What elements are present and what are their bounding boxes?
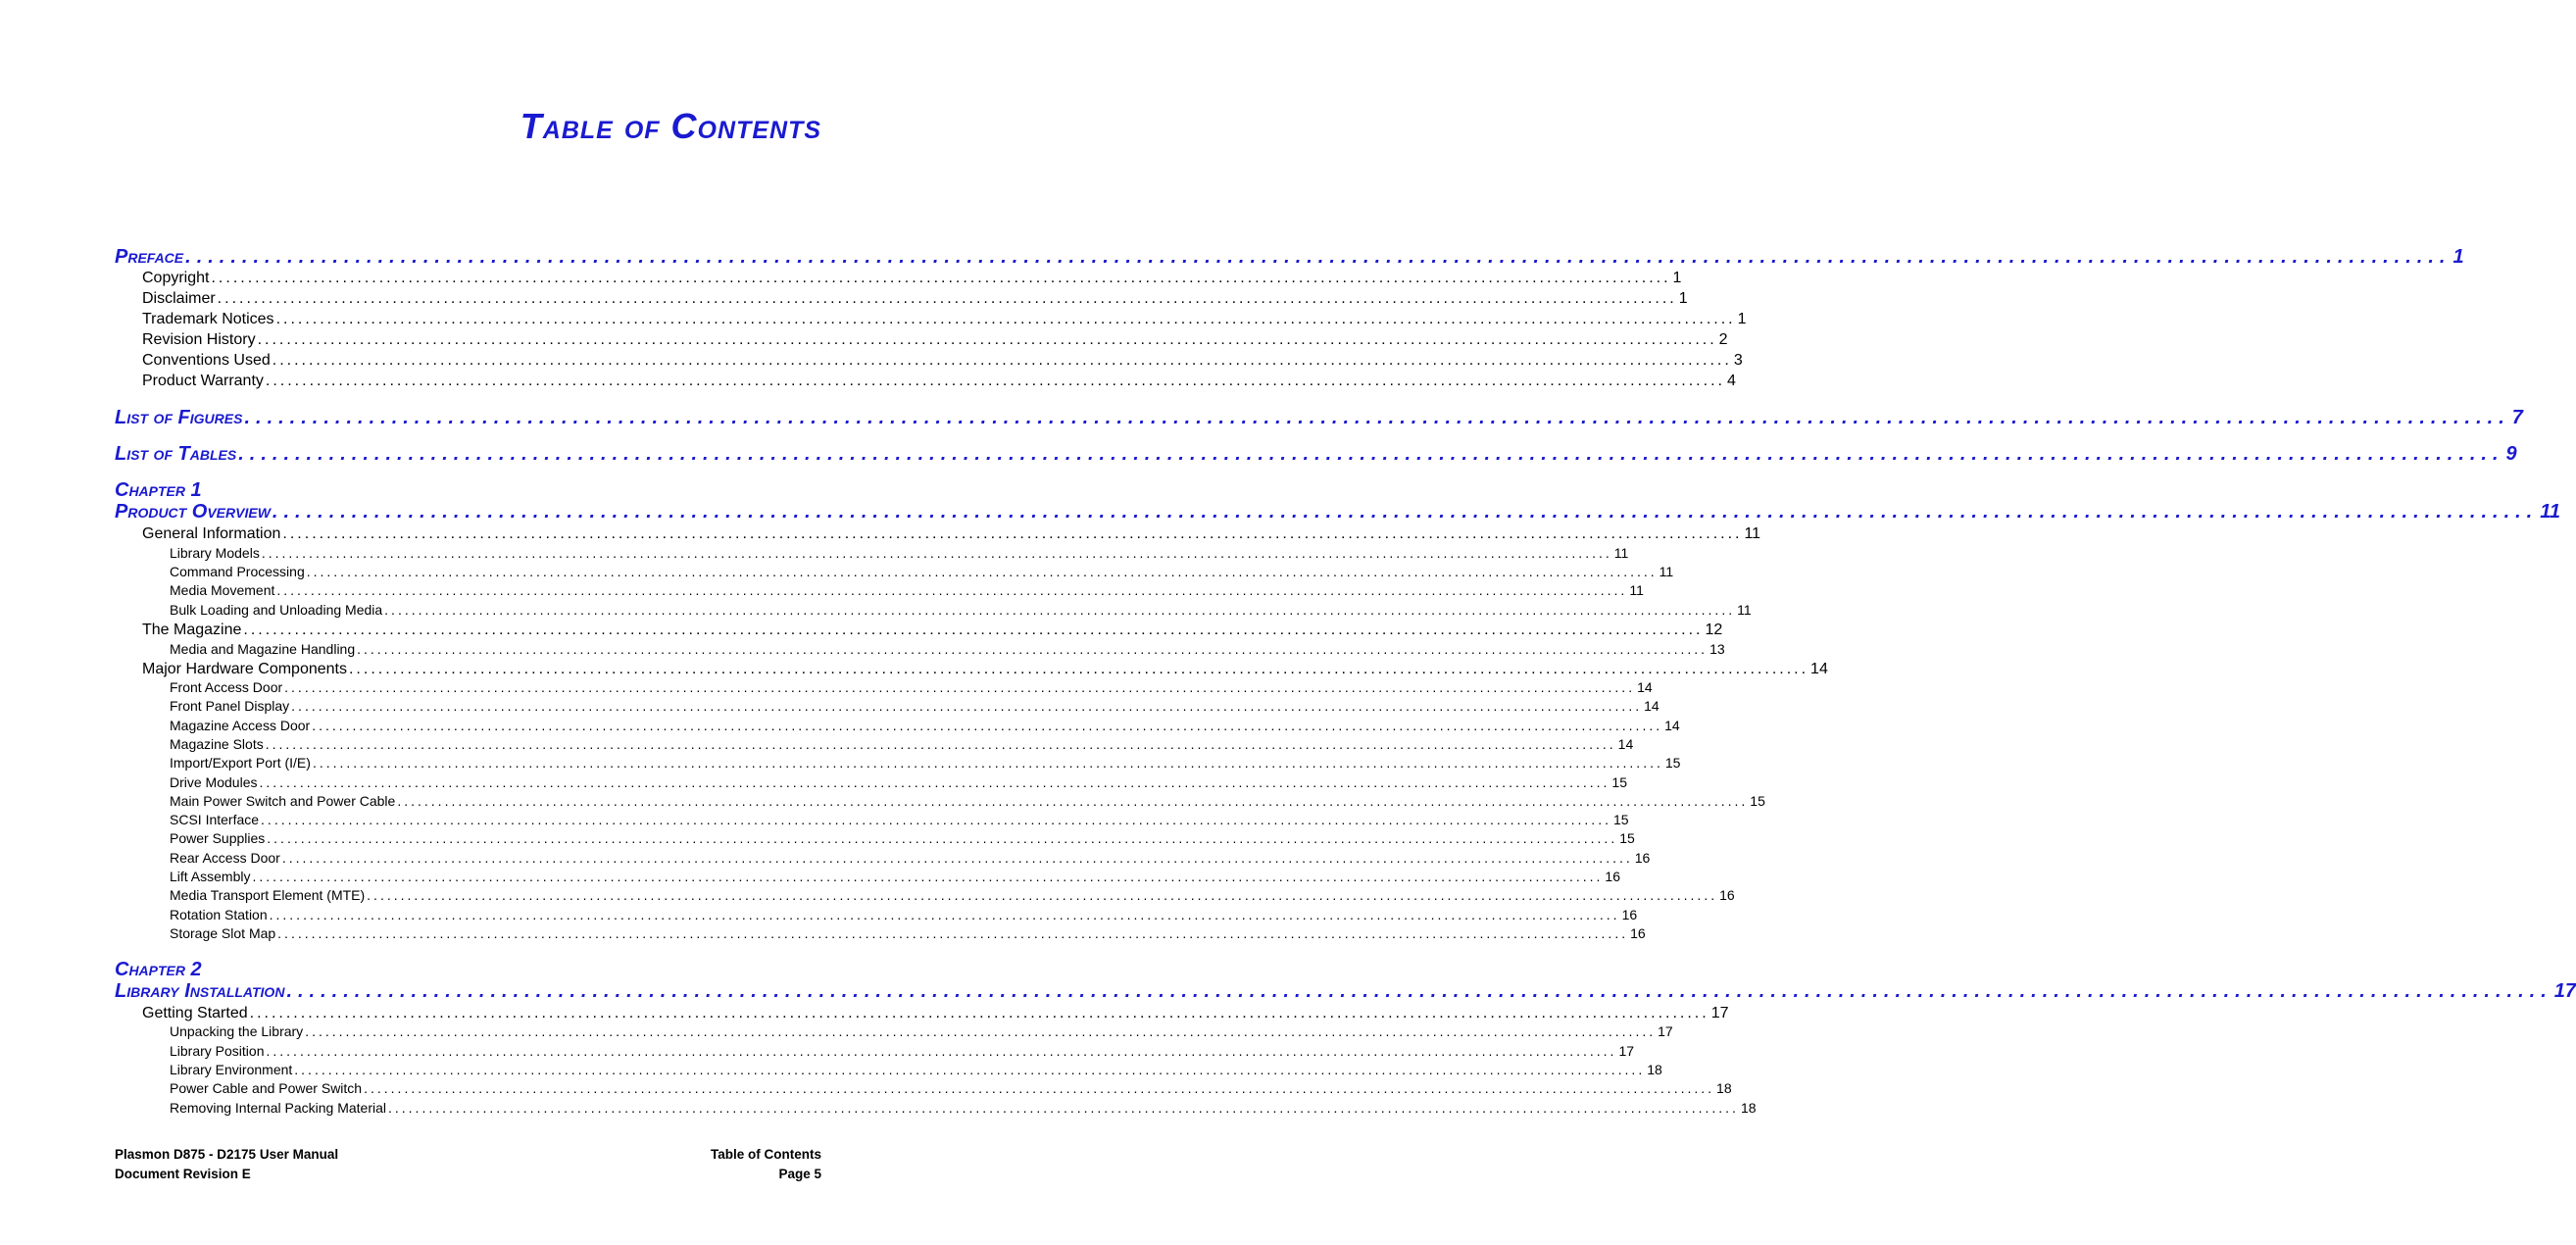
toc-entry-page: 16 <box>1719 887 1735 903</box>
footer-left <box>115 1145 338 1183</box>
toc-entry[interactable] <box>170 849 1651 868</box>
toc-entry-title: Getting Started <box>142 1005 248 1021</box>
toc-entry-page: 4 <box>1726 373 1736 389</box>
toc-entry-title: Magazine Slots <box>170 736 264 752</box>
toc-entry-title: Rotation Station <box>170 907 268 922</box>
toc-entry-title: Command Processing <box>170 564 305 579</box>
toc-entry[interactable] <box>142 523 1761 544</box>
toc-dot-leader: ........................................................................................................................................................................................................ <box>384 602 1736 618</box>
toc-entry-title: The Magazine <box>142 622 242 638</box>
toc-dot-leader: ........................................................................................................................................................................................................ <box>266 1043 1617 1059</box>
toc-entry[interactable] <box>170 906 1638 924</box>
toc-dot-leader: ........................................................................................................................................................................................................ <box>364 1080 1715 1096</box>
toc-dot-leader: ........................................................................................................................................................................................................ <box>312 755 1663 771</box>
toc-entry-title: Magazine Access Door <box>170 718 311 733</box>
footer-page-number: Page 5 <box>778 1166 821 1181</box>
toc-dot-leader: ........................................................................................................................................................................................................ <box>305 1023 1657 1039</box>
toc-entry-title: Revision History <box>142 331 256 348</box>
toc-dot-leader: ........................................................................................................................................................................................................ <box>397 793 1749 809</box>
toc-entry-title: Main Power Switch and Power Cable <box>170 793 396 809</box>
toc-dot-leader: ........................................................................................................................................................................................................ <box>294 1062 1646 1077</box>
toc-dot-leader: ........................................................................................................................................................................................................ <box>272 501 2539 523</box>
toc-entry-page: 16 <box>1605 869 1620 884</box>
toc-entry-page: 17 <box>1658 1023 1673 1039</box>
toc-entry-page: 17 <box>1618 1043 1635 1059</box>
toc-dot-leader: ........................................................................................................................................................................................................ <box>357 641 1709 657</box>
toc-entry[interactable] <box>142 350 1743 371</box>
toc-entry-title: Product Overview <box>115 501 271 523</box>
toc-dot-leader: ........................................................................................................................................................................................................ <box>267 830 1618 846</box>
toc-entry-title: Front Access Door <box>170 679 283 695</box>
toc-entry-page: 17 <box>2553 980 2576 1002</box>
toc-dot-leader: ........................................................................................................................................................................................................ <box>348 661 1809 677</box>
toc-entry[interactable] <box>115 501 2560 523</box>
toc-entry[interactable] <box>142 659 1828 679</box>
toc-dot-leader: ........................................................................................................................................................................................................ <box>265 373 1725 389</box>
toc-entry-page: 15 <box>1750 793 1765 809</box>
toc-entry[interactable] <box>170 544 1629 563</box>
toc-entry-page: 1 <box>1737 311 1747 327</box>
toc-entry-title: Power Cable and Power Switch <box>170 1080 363 1096</box>
footer-revision: Document Revision E <box>115 1166 251 1181</box>
toc-entry-title: List of Figures <box>115 407 243 428</box>
toc-dot-leader: ........................................................................................................................................................................................................ <box>238 443 2504 465</box>
toc-dot-leader: ........................................................................................................................................................................................................ <box>244 407 2510 428</box>
toc-entry[interactable] <box>170 1099 1757 1118</box>
toc-entry-title: Library Models <box>170 545 260 561</box>
toc-entry[interactable] <box>170 581 1644 600</box>
toc-entry-page: 9 <box>2505 443 2517 465</box>
toc-dot-leader: ........................................................................................................................................................................................................ <box>257 331 1717 348</box>
toc-entry[interactable] <box>170 1061 1662 1079</box>
toc-entry-page: 1 <box>2452 246 2464 268</box>
toc-entry[interactable] <box>115 407 2523 428</box>
toc-entry[interactable] <box>115 246 2464 268</box>
toc-entry-title: Media Movement <box>170 582 275 598</box>
toc-entry-title: Disclaimer <box>142 290 216 307</box>
toc-entry-title: Trademark Notices <box>142 311 274 327</box>
toc-entry-title: Chapter 1 <box>115 479 202 501</box>
toc-entry[interactable] <box>170 601 1752 620</box>
toc-entry-page: 14 <box>1617 736 1634 752</box>
toc-entry-title: Removing Internal Packing Material <box>170 1100 386 1116</box>
toc-dot-leader: ........................................................................................................................................................................................................ <box>277 925 1629 941</box>
toc-entry-title: General Information <box>142 525 281 542</box>
toc-dot-leader: ........................................................................................................................................................................................................ <box>261 545 1612 561</box>
toc-entry-page: 18 <box>1740 1100 1757 1116</box>
toc-entry-page: 7 <box>2511 407 2523 428</box>
toc-dot-leader: ........................................................................................................................................................................................................ <box>261 812 1611 827</box>
toc-entry[interactable] <box>170 1079 1732 1098</box>
toc-entry-page: 18 <box>1716 1080 1732 1096</box>
toc-entry[interactable] <box>170 678 1653 697</box>
toc-dot-leader: ........................................................................................................................................................................................................ <box>276 582 1628 598</box>
toc-dot-leader: ........................................................................................................................................................................................................ <box>211 270 1671 286</box>
toc-dot-leader: ........................................................................................................................................................................................................ <box>265 736 1616 752</box>
toc-dot-leader: ........................................................................................................................................................................................................ <box>259 774 1610 790</box>
toc-entry[interactable] <box>170 829 1635 848</box>
toc-entry-title: Preface <box>115 246 184 268</box>
toc-entry[interactable] <box>170 563 1674 581</box>
toc-entry[interactable] <box>142 288 1688 309</box>
toc-entry[interactable] <box>142 620 1723 640</box>
toc-entry-page: 1 <box>1678 290 1688 307</box>
toc-entry-page: 12 <box>1705 622 1723 638</box>
toc-entry[interactable] <box>170 924 1646 943</box>
footer-manual-title: Plasmon D875 - D2175 User Manual <box>115 1147 339 1162</box>
toc-entry[interactable] <box>170 773 1627 792</box>
toc-entry-title: Import/Export Port (I/E) <box>170 755 311 771</box>
toc-dot-leader: ........................................................................................................................................................................................................ <box>367 887 1718 903</box>
toc-entry-page: 11 <box>2540 501 2560 523</box>
toc-entry-title: Library Environment <box>170 1062 293 1077</box>
toc-entry-page: 15 <box>1619 830 1635 846</box>
toc-entry-title: Storage Slot Map <box>170 925 276 941</box>
footer-right <box>711 1145 821 1183</box>
toc-entry-page: 16 <box>1630 925 1646 941</box>
toc-entry[interactable] <box>170 868 1620 886</box>
toc-entry-title: Media Transport Element (MTE) <box>170 887 366 903</box>
toc-entry[interactable] <box>115 980 2576 1002</box>
toc-entry[interactable] <box>170 754 1681 772</box>
toc-entry-page: 15 <box>1612 812 1629 827</box>
toc-dot-leader: ........................................................................................................................................................................................................ <box>291 698 1643 714</box>
toc-dot-leader: ........................................................................................................................................................................................................ <box>388 1100 1739 1116</box>
toc-entry-page: 1 <box>1672 270 1682 286</box>
toc-dot-leader: ........................................................................................................................................................................................................ <box>281 850 1633 866</box>
toc-entry-page: 11 <box>1629 582 1644 598</box>
toc-dot-leader: ........................................................................................................................................................................................................ <box>252 869 1604 884</box>
toc-dot-leader: ........................................................................................................................................................................................................ <box>275 311 1736 327</box>
toc-dot-leader: ........................................................................................................................................................................................................ <box>306 564 1658 579</box>
toc-dot-leader: ........................................................................................................................................................................................................ <box>282 525 1743 542</box>
toc-dot-leader: ........................................................................................................................................................................................................ <box>217 290 1677 307</box>
toc-entry-page: 14 <box>1644 698 1660 714</box>
toc-entry-page: 13 <box>1709 641 1725 657</box>
toc-entry[interactable] <box>142 309 1747 329</box>
toc-entry[interactable] <box>170 697 1660 716</box>
toc-entry[interactable] <box>170 1022 1673 1041</box>
toc-dot-leader: ........................................................................................................................................................................................................ <box>185 246 2452 268</box>
toc-entry-title: Drive Modules <box>170 774 258 790</box>
toc-entry-page: 14 <box>1810 661 1828 677</box>
toc-entry-title: Bulk Loading and Unloading Media <box>170 602 383 618</box>
footer-section-name: Table of Contents <box>711 1147 821 1162</box>
toc-entry-title: Chapter 2 <box>115 959 202 980</box>
toc-dot-leader: ........................................................................................................................................................................................................ <box>243 622 1704 638</box>
toc-entry-page: 15 <box>1664 755 1681 771</box>
toc-dot-leader: ........................................................................................................................................................................................................ <box>286 980 2552 1002</box>
toc-entry-page: 3 <box>1733 352 1743 369</box>
page-title: Table of Contents <box>520 106 821 146</box>
toc-entry-title: Library Installation <box>115 980 285 1002</box>
toc-chapter-heading <box>115 479 821 501</box>
toc-entry-title: List of Tables <box>115 443 237 465</box>
toc-entry[interactable] <box>142 1003 1729 1023</box>
toc-entry[interactable] <box>170 1042 1635 1061</box>
toc-entry[interactable] <box>170 640 1725 659</box>
toc-entry-page: 14 <box>1664 718 1680 733</box>
toc-entry[interactable] <box>170 886 1735 905</box>
toc-entry[interactable] <box>170 717 1680 735</box>
toc-entry-title: SCSI Interface <box>170 812 260 827</box>
toc-entry-page: 14 <box>1637 679 1653 695</box>
toc-chapter-heading <box>115 959 821 980</box>
toc-entry-page: 18 <box>1647 1062 1662 1077</box>
toc-entry[interactable] <box>142 329 1728 350</box>
toc-entry-page: 2 <box>1718 331 1728 348</box>
toc-entry-page: 11 <box>1659 564 1674 579</box>
toc-entry-page: 11 <box>1737 602 1752 618</box>
toc-entry[interactable] <box>170 735 1634 754</box>
toc-dot-leader: ........................................................................................................................................................................................................ <box>272 352 1732 369</box>
toc-dot-leader: ........................................................................................................................................................................................................ <box>269 907 1620 922</box>
toc-entry-title: Library Position <box>170 1043 265 1059</box>
toc-dot-leader: ........................................................................................................................................................................................................ <box>312 718 1663 733</box>
toc-entry-title: Media and Magazine Handling <box>170 641 356 657</box>
toc-entry-title: Power Supplies <box>170 830 266 846</box>
toc-entry-page: 17 <box>1710 1005 1729 1021</box>
toc-entry[interactable] <box>142 268 1682 288</box>
toc-dot-leader: ........................................................................................................................................................................................................ <box>284 679 1636 695</box>
toc-entry-page: 16 <box>1634 850 1651 866</box>
toc-entry-title: Conventions Used <box>142 352 271 369</box>
toc-entry-title: Unpacking the Library <box>170 1023 304 1039</box>
toc-entry-page: 11 <box>1613 545 1629 561</box>
toc-entry-page: 15 <box>1611 774 1627 790</box>
toc-entry-title: Rear Access Door <box>170 850 280 866</box>
toc-dot-leader: ........................................................................................................................................................................................................ <box>249 1005 1709 1021</box>
toc-entry[interactable] <box>170 792 1765 811</box>
toc-entry[interactable] <box>170 811 1629 829</box>
toc-entry-title: Copyright <box>142 270 210 286</box>
toc-entry[interactable] <box>142 371 1736 391</box>
toc-entry[interactable] <box>115 443 2517 465</box>
toc-entry-page: 11 <box>1744 525 1761 542</box>
toc-entry-title: Product Warranty <box>142 373 264 389</box>
toc-entry-title: Lift Assembly <box>170 869 251 884</box>
toc-entry-page: 16 <box>1621 907 1638 922</box>
toc-entry-title: Front Panel Display <box>170 698 290 714</box>
toc-entry-title: Major Hardware Components <box>142 661 347 677</box>
